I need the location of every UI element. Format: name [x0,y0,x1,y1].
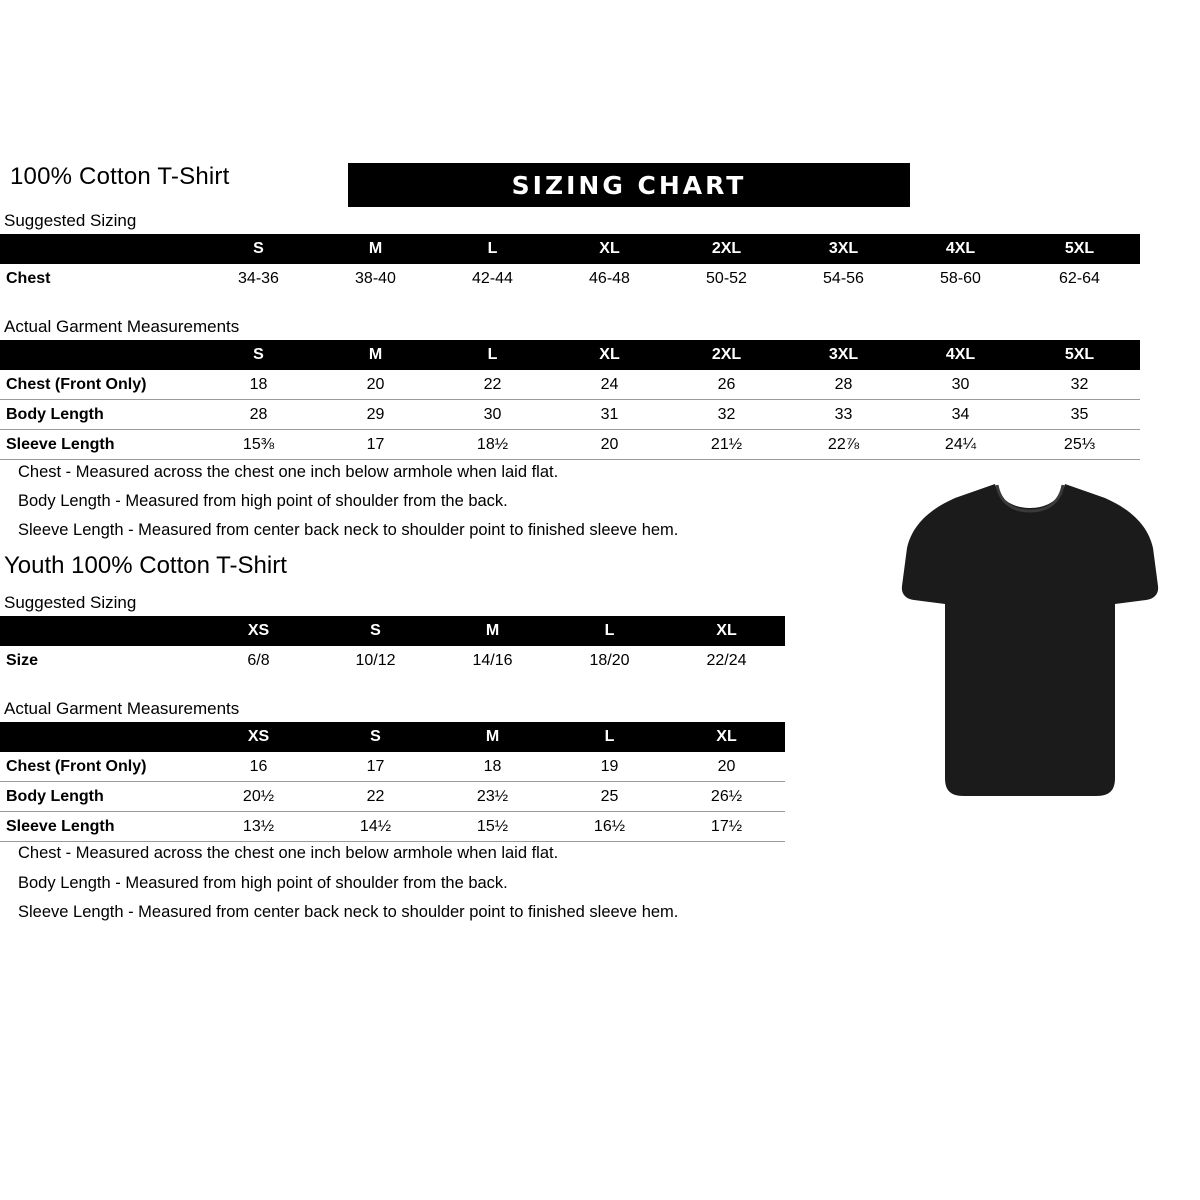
cell-chestfront-l: 19 [551,752,668,782]
table-header-row [0,234,1140,264]
row-label-chest: Chest [6,269,51,287]
col-header-m: M [434,616,551,646]
cell-bodylength-s: 28 [200,400,317,430]
cell-bodylength-xl: 26½ [668,782,785,812]
cell-bodylength-m: 29 [317,400,434,430]
cell-sleevelength-5xl: 25⅓ [1019,430,1140,460]
col-header-m: M [317,340,434,370]
cell-bodylength-3xl: 33 [785,400,902,430]
cell-bodylength-5xl: 35 [1019,400,1140,430]
col-header-s: S [200,234,317,264]
cell-sleevelength-s: 15⅜ [200,430,317,460]
cell-chest-m: 38-40 [355,269,396,287]
cell-bodylength-4xl: 34 [902,400,1019,430]
table-row [0,264,1140,293]
row-label-chest-front-only: Chest (Front Only) [0,370,200,400]
cell-chestfront-xl: 24 [551,370,668,400]
table-row [0,812,785,842]
cell-chestfront-m: 18 [434,752,551,782]
table-row [0,646,785,675]
col-header-2xl: 2XL [668,340,785,370]
col-header-xl: XL [668,722,785,752]
cell-chestfront-xl: 20 [668,752,785,782]
cell-sleevelength-2xl: 21½ [668,430,785,460]
col-header-l: L [551,616,668,646]
youth-actual-measurements-label: Actual Garment Measurements [4,699,240,718]
youth-note-chest: Chest - Measured across the chest one inch below armhole when laid flat. [18,844,559,862]
adult-actual-measurements-label: Actual Garment Measurements [4,317,240,336]
col-header-s: S [200,340,317,370]
cell-chest-s: 34-36 [238,269,279,287]
col-header-xs: XS [200,616,317,646]
t-shirt-icon [900,478,1160,808]
cell-chestfront-l: 22 [434,370,551,400]
cell-sleevelength-xl: 20 [551,430,668,460]
header-row [10,163,1195,201]
col-header-l: L [434,234,551,264]
cell-chestfront-5xl: 32 [1019,370,1140,400]
col-header-3xl: 3XL [785,340,902,370]
cell-bodylength-m: 23½ [434,782,551,812]
table-row [0,430,1140,460]
col-header-5xl: 5XL [1019,234,1140,264]
cell-sleevelength-3xl: 22⅞ [785,430,902,460]
table-row [0,752,785,782]
col-header-xl: XL [668,616,785,646]
col-header-xs: XS [200,722,317,752]
cell-bodylength-xs: 20½ [200,782,317,812]
cell-chest-l: 42-44 [472,269,513,287]
row-label-sleeve-length: Sleeve Length [0,430,200,460]
row-label-sleeve-length: Sleeve Length [0,812,200,842]
col-header-l: L [551,722,668,752]
cell-sleevelength-4xl: 24¼ [902,430,1019,460]
youth-section-title: Youth 100% Cotton T-Shirt [4,552,287,579]
col-header-4xl: 4XL [902,234,1019,264]
row-label-body-length: Body Length [0,782,200,812]
cell-bodylength-s: 22 [317,782,434,812]
cell-size-s: 10/12 [355,651,396,669]
cell-sleevelength-l: 18½ [434,430,551,460]
cell-bodylength-xl: 31 [551,400,668,430]
adult-suggested-sizing-label: Suggested Sizing [4,211,137,230]
cell-size-xl: 22/24 [706,651,747,669]
adult-note-chest: Chest - Measured across the chest one inch below armhole when laid flat. [18,463,559,481]
adult-note-sleeve-length: Sleeve Length - Measured from center back neck to shoulder point to finished sleeve hem. [18,521,679,539]
col-header-m: M [317,234,434,264]
cell-chestfront-xs: 16 [200,752,317,782]
col-header-blank [0,234,200,264]
cell-chestfront-m: 20 [317,370,434,400]
cell-size-xs: 6/8 [247,651,270,669]
col-header-s: S [317,616,434,646]
cell-sleevelength-xl: 17½ [668,812,785,842]
col-header-5xl: 5XL [1019,340,1140,370]
page-title: 100% Cotton T-Shirt [10,163,230,190]
table-header-row [0,722,785,752]
table-header-row [0,340,1140,370]
youth-suggested-sizing-label: Suggested Sizing [4,593,137,612]
cell-bodylength-l: 25 [551,782,668,812]
cell-chest-xl: 46-48 [589,269,630,287]
col-header-blank [0,340,200,370]
col-header-2xl: 2XL [668,234,785,264]
row-label-chest-front-only: Chest (Front Only) [0,752,200,782]
cell-bodylength-l: 30 [434,400,551,430]
adult-note-body-length: Body Length - Measured from high point of shoulder from the back. [18,492,508,510]
sizing-chart-banner-label: SIZING CHART [511,171,747,200]
cell-chestfront-2xl: 26 [668,370,785,400]
col-header-4xl: 4XL [902,340,1019,370]
sizing-chart-banner [348,163,910,207]
cell-sleevelength-m: 15½ [434,812,551,842]
youth-note-sleeve-length: Sleeve Length - Measured from center back neck to shoulder point to finished sleeve hem. [18,903,679,921]
youth-actual-measurements-table [0,722,785,842]
cell-chest-4xl: 58-60 [940,269,981,287]
cell-chestfront-3xl: 28 [785,370,902,400]
t-shirt-illustration [900,478,1160,808]
cell-chest-5xl: 62-64 [1059,269,1100,287]
cell-sleevelength-s: 14½ [317,812,434,842]
col-header-l: L [434,340,551,370]
cell-chestfront-s: 18 [200,370,317,400]
col-header-m: M [434,722,551,752]
adult-actual-measurements-table [0,340,1140,460]
col-header-blank [0,616,200,646]
youth-note-body-length: Body Length - Measured from high point of shoulder from the back. [18,874,508,892]
table-row [0,400,1140,430]
cell-chest-3xl: 54-56 [823,269,864,287]
table-header-row [0,616,785,646]
row-label-size: Size [6,651,39,669]
youth-suggested-sizing-table [0,616,785,675]
adult-suggested-sizing-table [0,234,1140,293]
col-header-blank [0,722,200,752]
cell-bodylength-2xl: 32 [668,400,785,430]
cell-chestfront-s: 17 [317,752,434,782]
col-header-xl: XL [551,234,668,264]
col-header-3xl: 3XL [785,234,902,264]
cell-sleevelength-l: 16½ [551,812,668,842]
table-row [0,370,1140,400]
cell-size-m: 14/16 [472,651,513,669]
cell-sleevelength-m: 17 [317,430,434,460]
cell-size-l: 18/20 [589,651,630,669]
cell-chest-2xl: 50-52 [706,269,747,287]
row-label-body-length: Body Length [0,400,200,430]
col-header-s: S [317,722,434,752]
col-header-xl: XL [551,340,668,370]
cell-chestfront-4xl: 30 [902,370,1019,400]
table-row [0,782,785,812]
cell-sleevelength-xs: 13½ [200,812,317,842]
